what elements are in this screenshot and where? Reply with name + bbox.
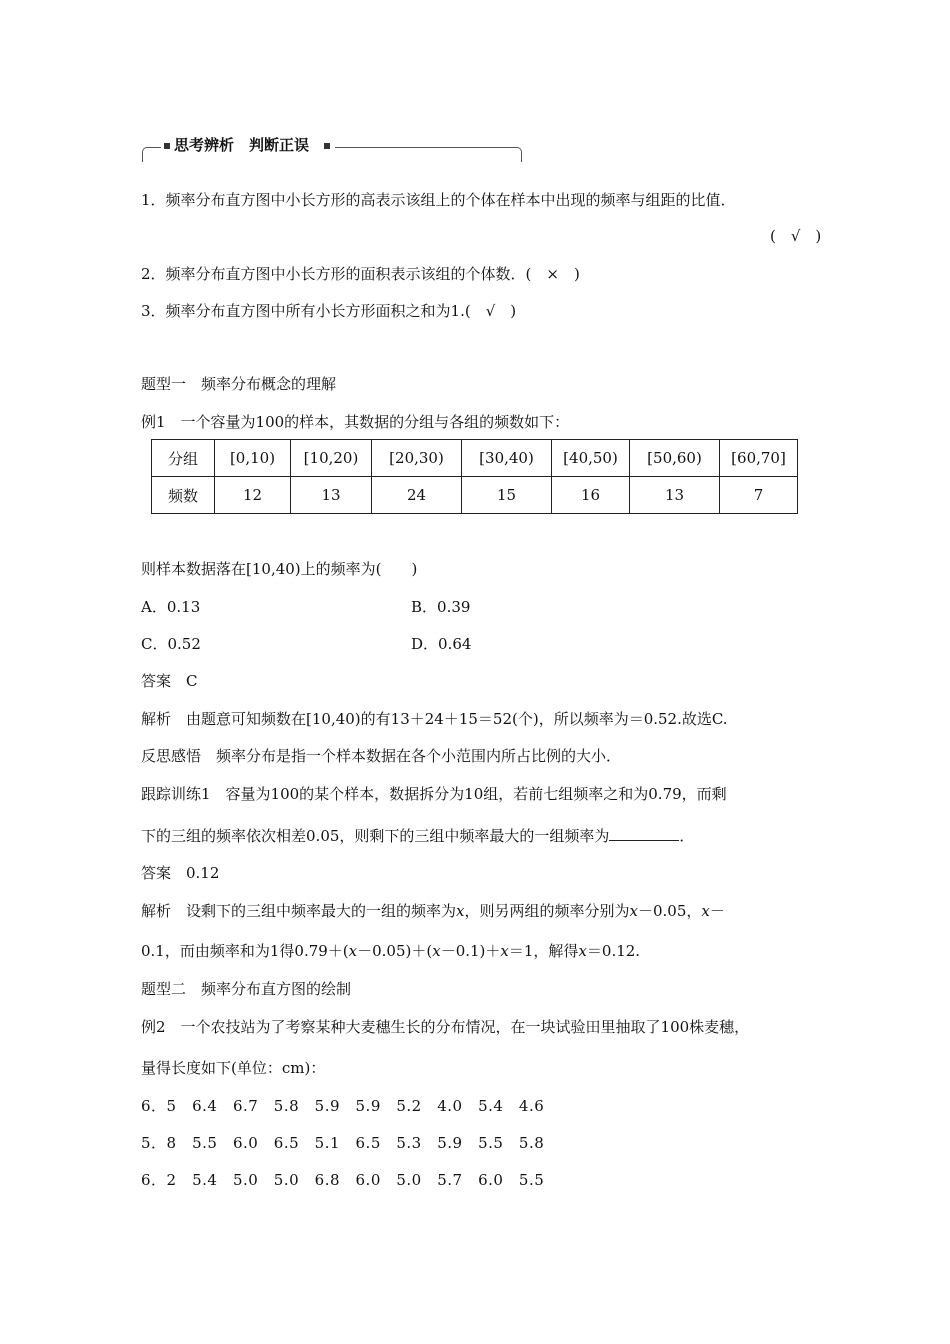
table-cell-group: [0,10): [215, 440, 291, 477]
example1-reflection: 反思感悟 频率分布是指一个样本数据在各个小范围内所占比例的大小．: [141, 747, 622, 765]
practice1-line2-end: ．: [679, 827, 695, 845]
table-header-label: 分组: [152, 440, 215, 477]
option-a: A．0.13: [141, 598, 201, 616]
judgement-1: 1．频率分布直方图中小长方形的高表示该组上的个体在样本中出现的频率与组距的比值．: [141, 191, 736, 209]
table-cell-count: 12: [215, 477, 291, 514]
table-cell-group: [20,30): [372, 440, 462, 477]
example1-intro: 例1 一个容量为100的样本，其数据的分组与各组的频数如下：: [141, 413, 570, 431]
data-row: 6．2 5.4 5.0 5.0 6.8 6.0 5.0 5.7 6.0 5.5: [141, 1171, 545, 1189]
section-header-title: 思考辨析 判断正误: [174, 136, 310, 154]
section-header: [140, 134, 522, 164]
header-square-icon: [164, 143, 170, 149]
data-row: 6．5 6.4 6.7 5.8 5.9 5.9 5.2 4.0 5.4 4.6: [141, 1097, 545, 1115]
variable-x: x: [348, 942, 358, 960]
table-count-label: 频数: [152, 477, 215, 514]
analysis-text: ＝0.12.: [586, 942, 641, 960]
table-cell-group: [40,50): [552, 440, 630, 477]
practice1-answer: 答案 0.12: [141, 864, 220, 882]
practice1-line2: [141, 826, 694, 846]
practice1-line1: 跟踪训练1 容量为100的某个样本，数据拆分为10组，若前七组频率之和为0.79，而剩: [141, 785, 727, 803]
analysis-text: ，则另两组的频率分别为: [464, 902, 630, 920]
variable-x: x: [456, 902, 465, 920]
judgement-2: 2．频率分布直方图中小长方形的面积表示该组的个体数．( × ): [141, 265, 580, 283]
table-cell-count: 7: [720, 477, 798, 514]
example1-answer: 答案 C: [141, 672, 198, 690]
table-row: [152, 440, 798, 477]
practice1-analysis-line1: [141, 901, 725, 921]
variable-x: x: [578, 942, 587, 960]
frequency-table: [151, 439, 798, 514]
variable-x: x: [701, 902, 710, 920]
analysis-text: 0.1，而由频率和为1得0.79＋(: [141, 942, 349, 960]
example2-line1: 例2 一个农技站为了考察某种大麦穗生长的分布情况，在一块试验田里抽取了100株麦穗，: [141, 1018, 750, 1036]
table-cell-group: [30,40): [462, 440, 552, 477]
type2-heading: 题型二 频率分布直方图的绘制: [141, 980, 352, 998]
variable-x: x: [500, 942, 509, 960]
option-c: C．0.52: [141, 635, 201, 653]
option-b: B．0.39: [411, 598, 471, 616]
practice1-analysis-line2: [141, 941, 640, 961]
option-d: D．0.64: [411, 635, 472, 653]
table-cell-count: 13: [630, 477, 720, 514]
answer-blank: [609, 826, 679, 841]
analysis-text: －0.1)＋: [440, 942, 501, 960]
analysis-text: －0.05)＋(: [357, 942, 433, 960]
analysis-text: －0.05，: [637, 902, 702, 920]
table-cell-count: 16: [552, 477, 630, 514]
analysis-text: 解析 设剩下的三组中频率最大的一组的频率为: [141, 902, 457, 920]
example1-analysis: 解析 由题意可知频数在[10,40)的有13＋24＋15＝52(个)，所以频率为＝0.52.故选C.: [141, 710, 728, 728]
table-cell-group: [50,60): [630, 440, 720, 477]
variable-x: x: [629, 902, 638, 920]
judgement-1-mark: ( √ ): [770, 227, 822, 245]
variable-x: x: [432, 942, 441, 960]
header-right-bracket: [335, 147, 522, 162]
header-left-bracket: [142, 147, 161, 162]
analysis-text: －: [709, 902, 725, 920]
table-cell-count: 15: [462, 477, 552, 514]
practice1-line2-text: 下的三组的频率依次相差0.05，则剩下的三组中频率最大的一组频率为: [141, 827, 610, 845]
data-row: 5．8 5.5 6.0 6.5 5.1 6.5 5.3 5.9 5.5 5.8: [141, 1134, 545, 1152]
header-square-icon: [324, 143, 330, 149]
analysis-text: ＝1，解得: [508, 942, 579, 960]
table-cell-group: [60,70]: [720, 440, 798, 477]
type1-heading: 题型一 频率分布概念的理解: [141, 375, 337, 393]
table-cell-count: 24: [372, 477, 462, 514]
table-cell-group: [10,20): [291, 440, 372, 477]
example1-question: 则样本数据落在[10,40)上的频率为( ): [141, 560, 418, 578]
table-cell-count: 13: [291, 477, 372, 514]
example2-line2: 量得长度如下(单位：cm)：: [141, 1059, 326, 1077]
judgement-3: 3．频率分布直方图中所有小长方形面积之和为1.( √ ): [141, 302, 517, 320]
table-row: [152, 477, 798, 514]
